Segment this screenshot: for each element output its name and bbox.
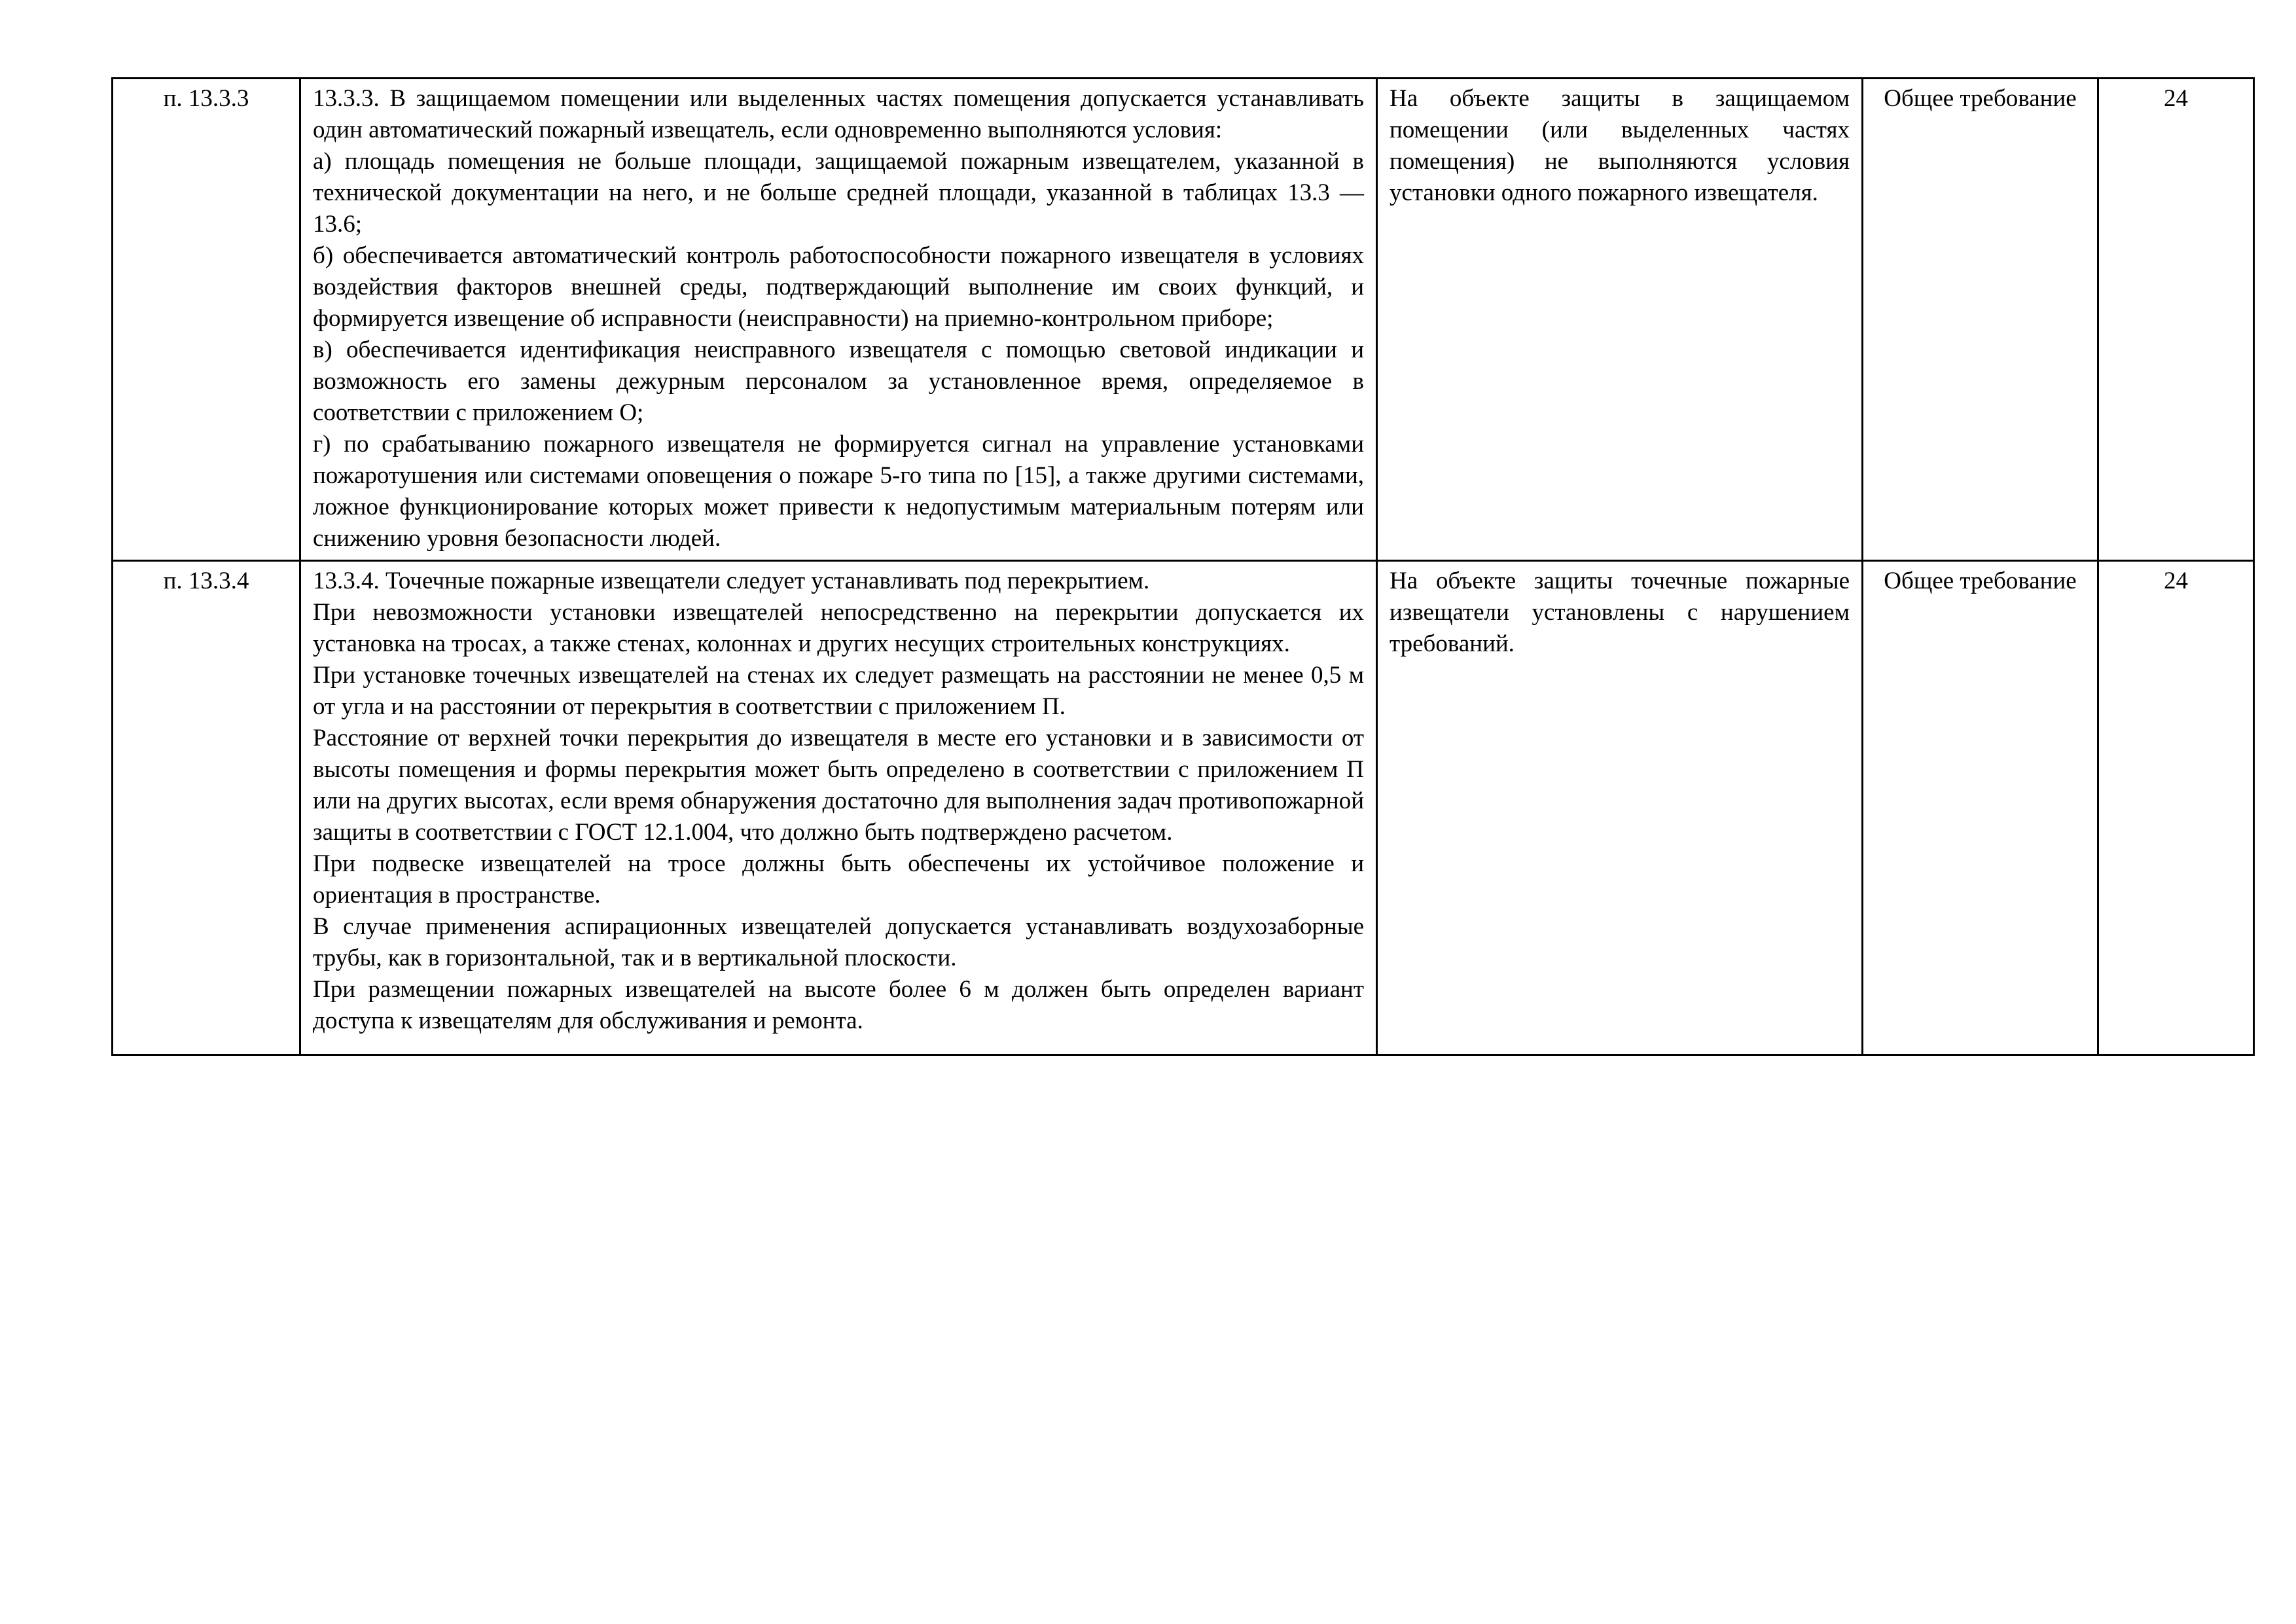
- table-row: [113, 561, 2254, 1055]
- requirement-paragraph: Расстояние от верхней точки перекрытия до извещателя в месте его установки и в зависимости от высоты помещения и формы перекрытия может быть определено в соответствии с приложением П или на других высотах, если время обнаружения достаточно для выполнения задач противопожарной защиты в соответствии с ГОСТ 12.1.004, что должно быть подтверждено расчетом.: [313, 725, 1364, 846]
- table-row: [113, 79, 2254, 561]
- requirement-paragraph: а) площадь помещения не больше площади, защищаемой пожарным извещателем, указанной в технической документации на него, и не больше средней площади, указанной в таблицах 13.3 — 13.6;: [313, 148, 1364, 238]
- number-cell: 24: [2098, 561, 2254, 1055]
- category-cell: Общее требование: [1863, 79, 2098, 561]
- requirement-paragraph: 13.3.4. Точечные пожарные извещатели следует устанавливать под перекрытием.: [313, 568, 1150, 594]
- category-cell: Общее требование: [1863, 561, 2098, 1055]
- requirement-cell: [300, 561, 1377, 1055]
- requirement-paragraph: В случае применения аспирационных извещателей допускается устанавливать воздухозаборные трубы, как в горизонтальной, так и в вертикальной плоскости.: [313, 913, 1364, 971]
- requirement-paragraph: При невозможности установки извещателей непосредственно на перекрытии допускается их установка на тросах, а также стенах, колоннах и других несущих строительных конструкциях.: [313, 599, 1364, 657]
- clause-cell: п. 13.3.4: [113, 561, 300, 1055]
- requirement-paragraph: При подвеске извещателей на тросе должны быть обеспечены их устойчивое положение и ориентация в пространстве.: [313, 850, 1364, 909]
- requirements-table: [111, 77, 2255, 1056]
- requirement-paragraph: При размещении пожарных извещателей на высоте более 6 м должен быть определен вариант доступа к извещателям для обслуживания и ремонта.: [313, 976, 1364, 1034]
- requirement-paragraph: 13.3.3. В защищаемом помещении или выделенных частях помещения допускается устанавливать один автоматический пожарный извещатель, если одновременно выполняются условия:: [313, 85, 1364, 143]
- requirement-paragraph: При установке точечных извещателей на стенах их следует размещать на расстоянии не менее 0,5 м от угла и на расстоянии от перекрытия в соответствии с приложением П.: [313, 662, 1364, 720]
- violation-cell: На объекте защиты в защищаемом помещении (или выделенных частях помещения) не выполняются условия установки одного пожарного извещателя.: [1377, 79, 1863, 561]
- violation-cell: На объекте защиты точечные пожарные извещатели установлены с нарушением требований.: [1377, 561, 1863, 1055]
- requirement-paragraph: г) по срабатыванию пожарного извещателя не формируется сигнал на управление установками пожаротушения или системами оповещения о пожаре 5-го типа по [15], а также другими системами, ложное функционирование которых может привести к недопустимым материальным потерям или снижению уровня безопасности людей.: [313, 431, 1364, 552]
- clause-cell: п. 13.3.3: [113, 79, 300, 561]
- number-cell: 24: [2098, 79, 2254, 561]
- requirement-cell: [300, 79, 1377, 561]
- requirement-paragraph: б) обеспечивается автоматический контроль работоспособности пожарного извещателя в условиях воздействия факторов внешней среды, подтверждающий выполнение им своих функций, и формируется извещение об исправности (неисправности) на приемно-контрольном приборе;: [313, 242, 1364, 332]
- requirement-paragraph: в) обеспечивается идентификация неисправного извещателя с помощью световой индикации и возможность его замены дежурным персоналом за установленное время, определяемое в соответствии с приложением О;: [313, 336, 1364, 426]
